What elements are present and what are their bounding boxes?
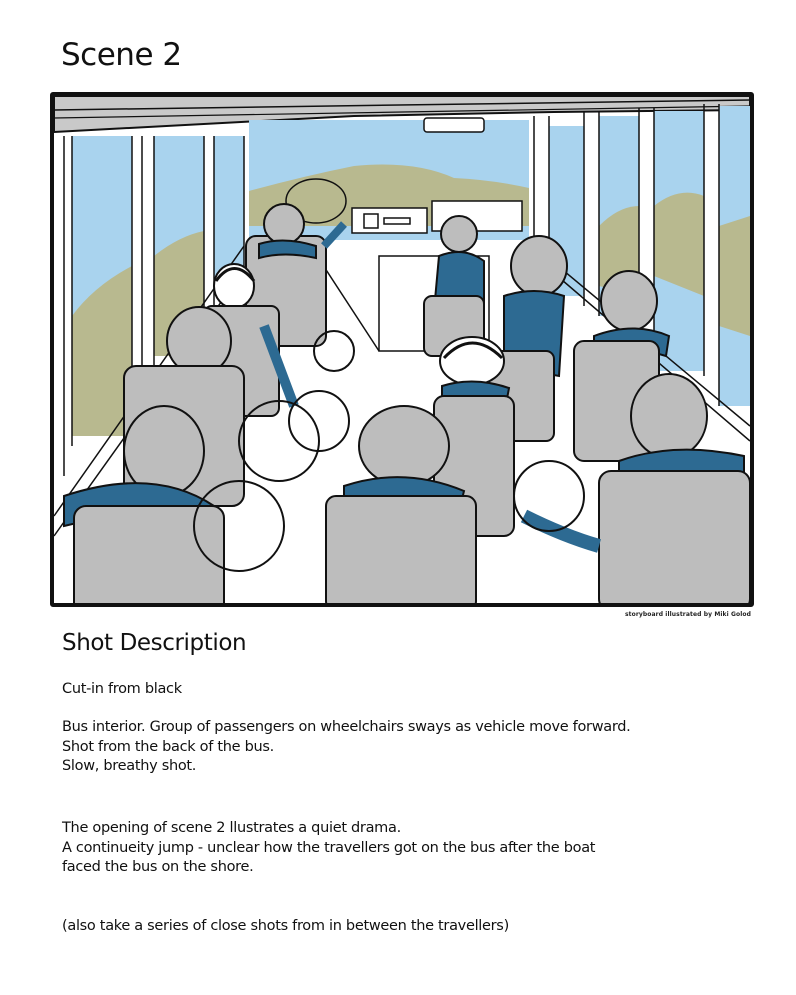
description-line: The opening of scene 2 llustrates a quiet drama.: [62, 820, 401, 836]
scene-title: Scene 2: [61, 37, 182, 73]
illustrator-credit: storyboard illustrated by Miki Golod: [624, 611, 751, 618]
description-line: (also take a series of close shots from in between the travellers): [62, 918, 509, 934]
shot-description-paragraph-4: [62, 917, 509, 937]
shot-description-paragraph-3: [62, 819, 595, 878]
shot-description-paragraph-1: [62, 680, 182, 700]
description-line: faced the bus on the shore.: [62, 859, 254, 875]
bus-interior-illustration: [54, 96, 750, 603]
description-line: Bus interior. Group of passengers on wheelchairs sways as vehicle move forward.: [62, 719, 631, 735]
description-line: A continueity jump - unclear how the travellers got on the bus after the boat: [62, 839, 596, 856]
description-line: Shot from the back of the bus.: [62, 738, 274, 755]
shot-description-paragraph-2: [62, 718, 630, 777]
shot-description-heading: Shot Description: [62, 630, 247, 656]
description-line: Slow, breathy shot.: [62, 758, 197, 774]
description-line: Cut-in from black: [62, 681, 182, 697]
storyboard-panel: [50, 92, 754, 607]
